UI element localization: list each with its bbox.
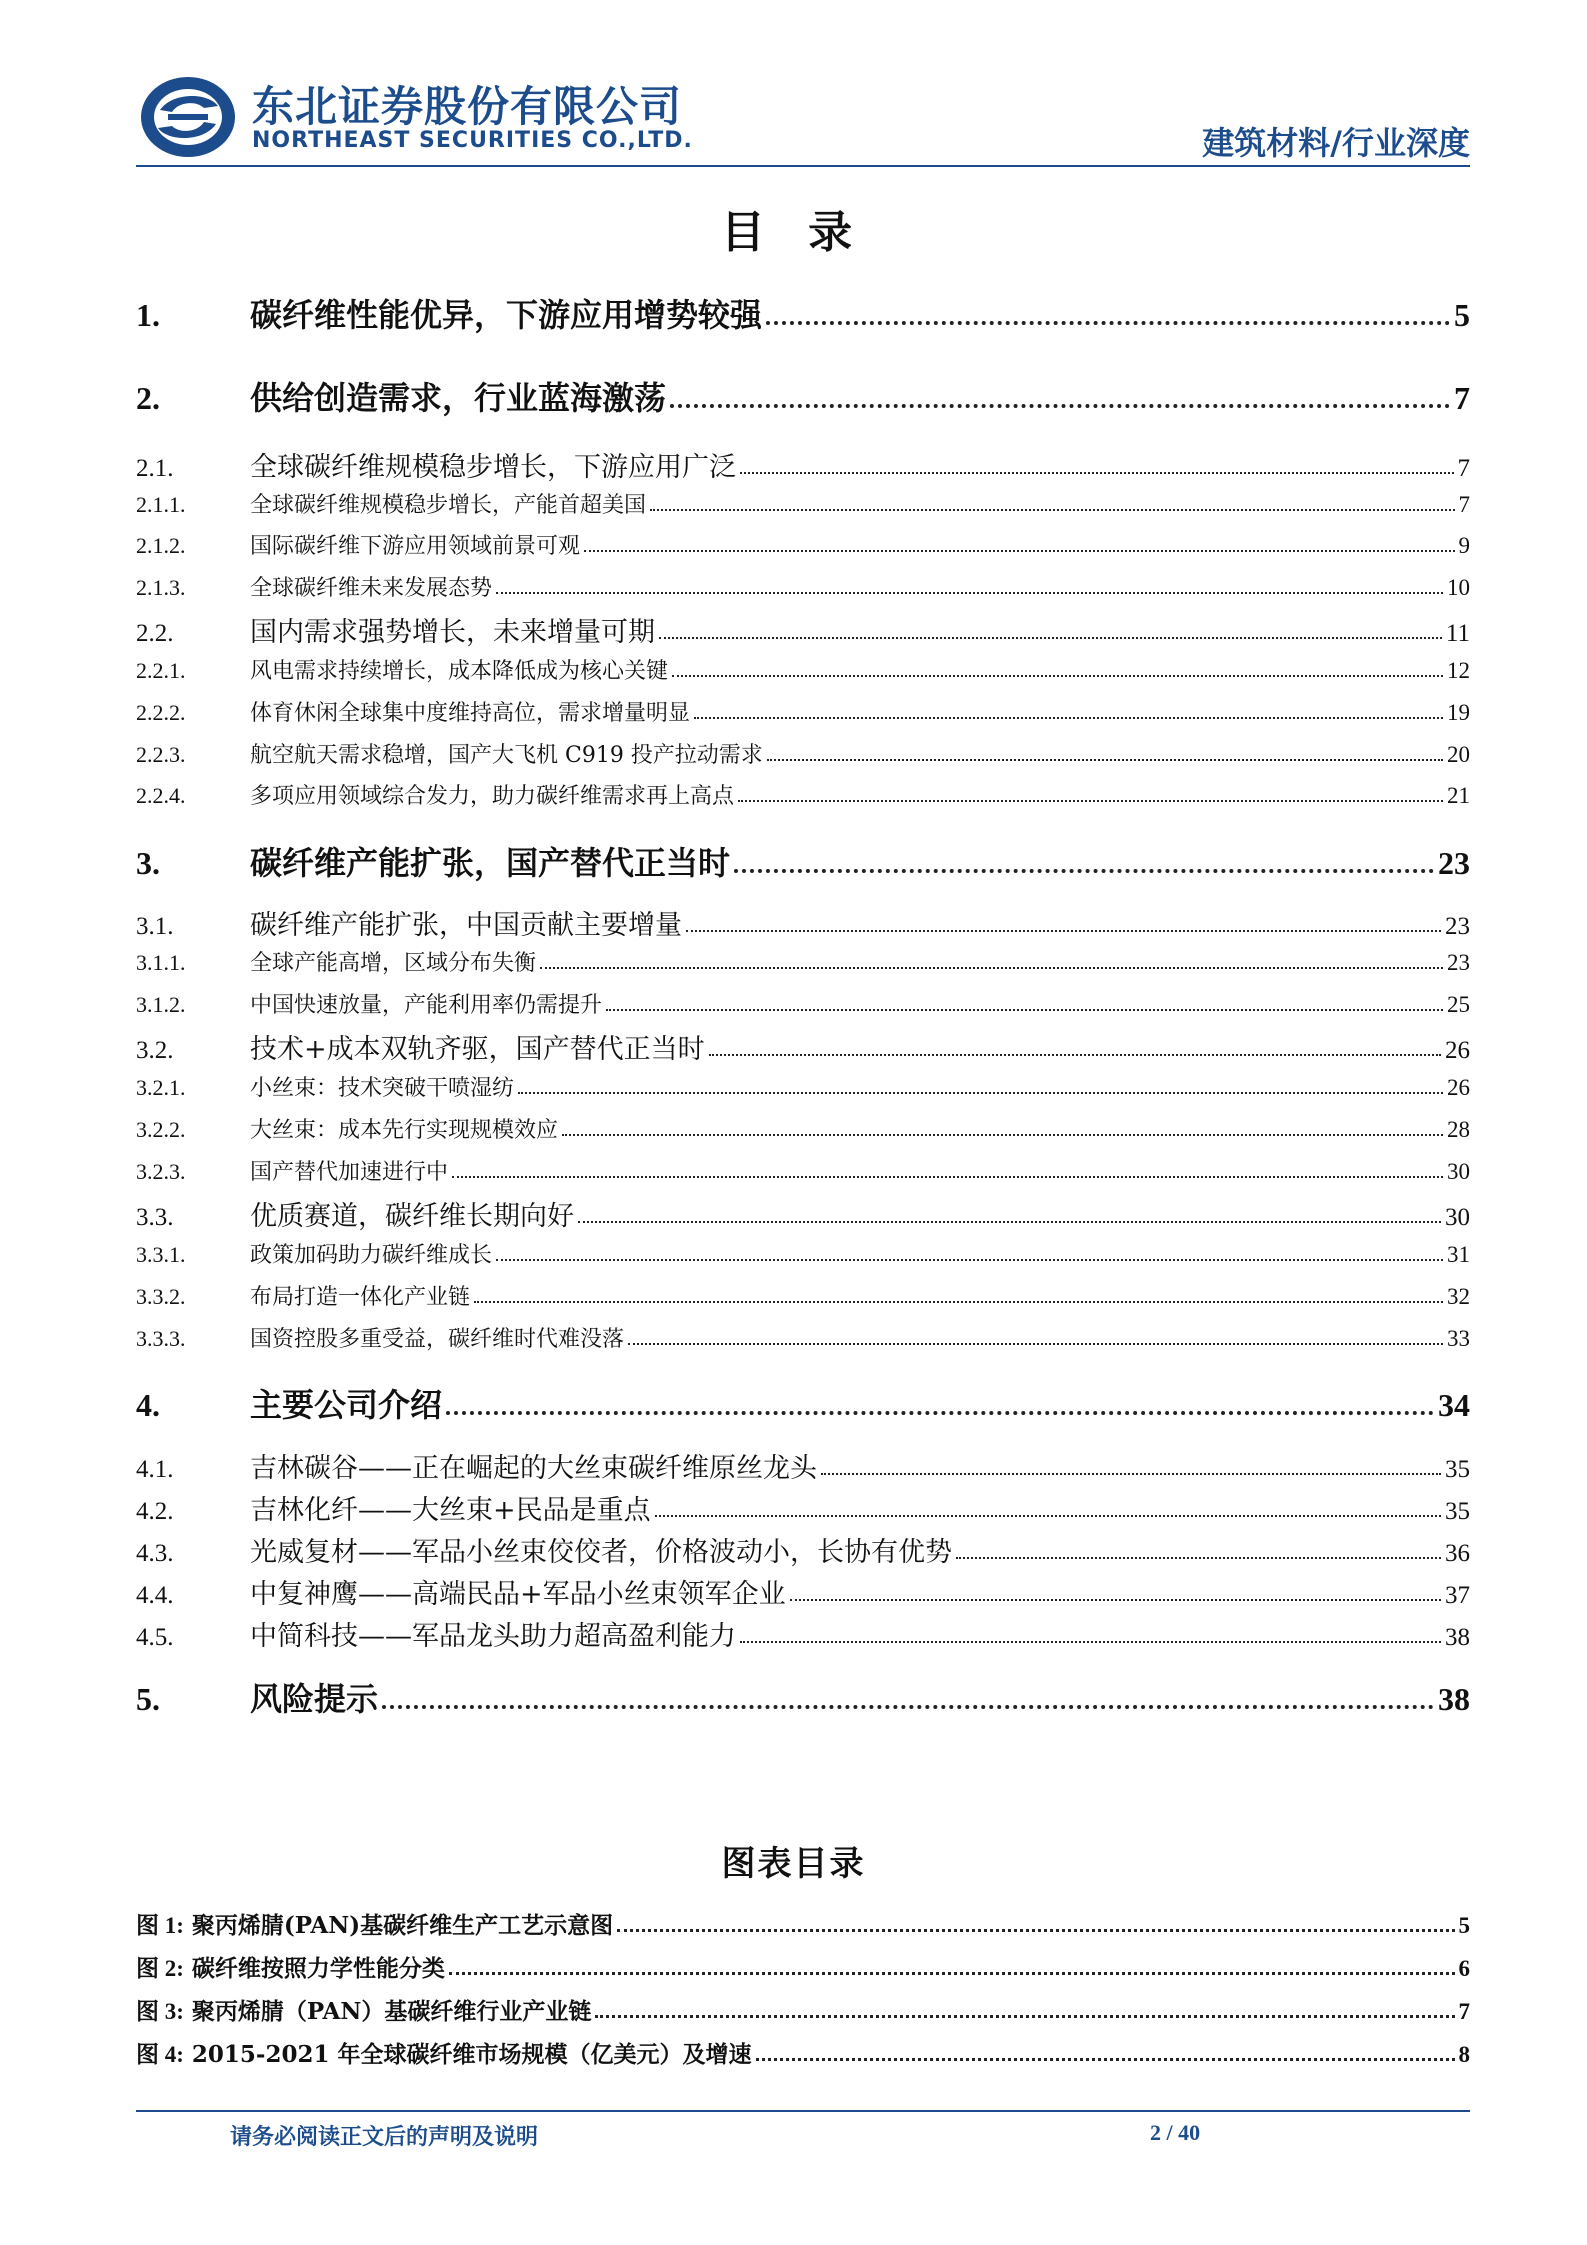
figure-entry-text: 2015-2021 年全球碳纤维市场规模（亿美元）及增速 bbox=[191, 2041, 752, 2068]
figure-entry-page: 5 bbox=[1458, 1913, 1470, 1938]
toc-entry-text: 中复神鹰——高端民品+军品小丝束领军企业 bbox=[250, 1579, 786, 1610]
toc-entry-page: 38 bbox=[1445, 1624, 1470, 1651]
toc-entry-page: 7 bbox=[1457, 455, 1470, 482]
toc-entry-text: 光威复材——军品小丝束佼佼者，价格波动小，长协有优势 bbox=[250, 1537, 952, 1568]
company-logo-icon bbox=[138, 74, 238, 160]
toc-entry[interactable] bbox=[136, 1280, 1470, 1311]
toc-entry-text: 大丝束：成本先行实现规模效应 bbox=[250, 1118, 559, 1143]
toc-entry-number: 4. bbox=[136, 1387, 160, 1423]
toc-entry[interactable] bbox=[136, 1113, 1470, 1144]
toc-entry-text: 体育休闲全球集中度维持高位，需求增量明显 bbox=[250, 701, 691, 726]
toc-entry-text: 吉林碳谷——正在崛起的大丝束碳纤维原丝龙头 bbox=[250, 1453, 817, 1484]
toc-entry-page: 35 bbox=[1445, 1456, 1470, 1483]
toc-title: 目 录 bbox=[720, 207, 867, 258]
toc-entry-text: 优质赛道，碳纤维长期向好 bbox=[250, 1201, 574, 1232]
footer-divider bbox=[136, 2110, 1470, 2112]
toc-entry-page: 32 bbox=[1447, 1284, 1470, 1309]
figure-entry-page: 7 bbox=[1458, 1999, 1470, 2024]
toc-entry-number: 3.3.3. bbox=[136, 1326, 186, 1351]
toc-entry[interactable] bbox=[136, 946, 1470, 977]
toc-entry-number: 3.1.1. bbox=[136, 950, 186, 975]
leader-dots bbox=[617, 1929, 1454, 1932]
company-name-cn: 东北证券股份有限公司 bbox=[252, 82, 683, 131]
toc-entry-page: 30 bbox=[1445, 1204, 1470, 1231]
toc-entry-text: 布局打造一体化产业链 bbox=[250, 1285, 471, 1310]
toc-entry[interactable] bbox=[136, 1194, 1470, 1233]
toc-entry-number: 4.4. bbox=[136, 1582, 174, 1609]
toc-entry-page: 31 bbox=[1447, 1242, 1470, 1267]
toc-entry[interactable] bbox=[136, 1530, 1470, 1569]
leader-dots bbox=[740, 472, 1454, 474]
toc-entry[interactable] bbox=[136, 488, 1470, 519]
figure-entry[interactable] bbox=[136, 1907, 1470, 1940]
toc-entry-page: 33 bbox=[1447, 1326, 1470, 1351]
figure-entry-number: 图 2: bbox=[136, 1956, 184, 1981]
leader-dots bbox=[790, 1599, 1441, 1601]
leader-dots bbox=[709, 1054, 1441, 1056]
toc-entry[interactable] bbox=[136, 610, 1470, 649]
toc-entry-text: 供给创造需求，行业蓝海激荡 bbox=[250, 379, 667, 417]
toc-entry-page: 26 bbox=[1445, 1037, 1470, 1064]
toc-entry[interactable] bbox=[136, 1572, 1470, 1611]
toc-entry-text: 中国快速放量，产能利用率仍需提升 bbox=[250, 993, 603, 1018]
toc-entry-page: 21 bbox=[1447, 783, 1470, 808]
figure-entry[interactable] bbox=[136, 1993, 1470, 2026]
toc-entry-number: 2. bbox=[136, 380, 160, 416]
figure-entry-number: 图 4: bbox=[136, 2042, 184, 2067]
figure-entry[interactable] bbox=[136, 1950, 1470, 1983]
leader-dots bbox=[628, 1343, 1443, 1345]
leader-dots bbox=[382, 1705, 1434, 1709]
toc-entry[interactable] bbox=[136, 373, 1470, 419]
toc-entry[interactable] bbox=[136, 1488, 1470, 1527]
page-number: 2 / 40 bbox=[1150, 2120, 1201, 2145]
header-divider bbox=[136, 165, 1470, 167]
toc-entry[interactable] bbox=[136, 903, 1470, 942]
leader-dots bbox=[740, 1641, 1441, 1643]
toc-entry-number: 3.2.1. bbox=[136, 1075, 186, 1100]
toc-entry-number: 2.2.4. bbox=[136, 783, 186, 808]
toc-entry-text: 碳纤维产能扩张，国产替代正当时 bbox=[250, 844, 731, 882]
toc-entry-page: 35 bbox=[1445, 1498, 1470, 1525]
toc-entry-text: 国产替代加速进行中 bbox=[250, 1160, 449, 1185]
leader-dots bbox=[767, 759, 1443, 761]
toc-entry[interactable] bbox=[136, 779, 1470, 810]
toc-entry[interactable] bbox=[136, 1027, 1470, 1066]
toc-entry-number: 3.1.2. bbox=[136, 992, 186, 1017]
toc-entry-page: 19 bbox=[1447, 700, 1470, 725]
leader-dots bbox=[956, 1557, 1441, 1559]
toc-entry-number: 3.1. bbox=[136, 913, 174, 940]
toc-entry-number: 4.2. bbox=[136, 1498, 174, 1525]
leader-dots bbox=[474, 1301, 1443, 1303]
report-category: 建筑材料/行业深度 bbox=[1202, 124, 1470, 162]
toc-entry-page: 7 bbox=[1454, 380, 1470, 416]
toc-entry-number: 3. bbox=[136, 845, 160, 881]
toc-entry-number: 2.2. bbox=[136, 620, 174, 647]
toc-entry-text: 小丝束：技术突破干喷湿纺 bbox=[250, 1076, 515, 1101]
leader-dots bbox=[584, 550, 1454, 552]
figure-entry-text: 聚丙烯腈（PAN）基碳纤维行业产业链 bbox=[191, 1998, 592, 2025]
figure-index-title: 图表目录 bbox=[721, 1844, 866, 1884]
toc-entry-page: 5 bbox=[1454, 297, 1470, 333]
toc-entry-page: 11 bbox=[1445, 620, 1470, 647]
toc-entry[interactable] bbox=[136, 1614, 1470, 1653]
toc-entry-number: 3.2.2. bbox=[136, 1117, 186, 1142]
toc-entry[interactable] bbox=[136, 1674, 1470, 1720]
leader-dots bbox=[449, 1972, 1455, 1975]
toc-entry-number: 3.3. bbox=[136, 1204, 174, 1231]
figure-entry-page: 6 bbox=[1458, 1956, 1470, 1981]
leader-dots bbox=[734, 869, 1434, 873]
toc-entry[interactable] bbox=[136, 1446, 1470, 1485]
figure-entry-text: 碳纤维按照力学性能分类 bbox=[191, 1955, 445, 1982]
leader-dots bbox=[672, 675, 1443, 677]
toc-entry-number: 2.1.1. bbox=[136, 492, 186, 517]
toc-entry-number: 2.1.3. bbox=[136, 575, 186, 600]
figure-entry-page: 8 bbox=[1458, 2042, 1470, 2067]
toc-entry-text: 航空航天需求稳增，国产大飞机 C919 投产拉动需求 bbox=[250, 743, 763, 768]
toc-entry[interactable] bbox=[136, 1071, 1470, 1102]
toc-entry-text: 风电需求持续增长，成本降低成为核心关键 bbox=[250, 659, 669, 684]
toc-entry[interactable] bbox=[136, 1322, 1470, 1353]
leader-dots bbox=[738, 800, 1443, 802]
toc-entry-text: 主要公司介绍 bbox=[250, 1386, 443, 1424]
toc-entry[interactable] bbox=[136, 571, 1470, 602]
toc-entry[interactable] bbox=[136, 1238, 1470, 1269]
toc-entry[interactable] bbox=[136, 738, 1470, 769]
toc-entry-page: 30 bbox=[1447, 1159, 1470, 1184]
toc-entry-page: 12 bbox=[1447, 658, 1470, 683]
toc-entry-page: 23 bbox=[1438, 845, 1470, 881]
leader-dots bbox=[670, 404, 1450, 408]
leader-dots bbox=[578, 1221, 1441, 1223]
page-header bbox=[0, 0, 1587, 170]
toc-entry-text: 政策加码助力碳纤维成长 bbox=[250, 1243, 493, 1268]
toc-entry-number: 2.1.2. bbox=[136, 533, 186, 558]
toc-entry-number: 3.2.3. bbox=[136, 1159, 186, 1184]
toc-entry[interactable] bbox=[136, 445, 1470, 484]
toc-entry-text: 中简科技——军品龙头助力超高盈利能力 bbox=[250, 1621, 736, 1652]
company-name-en: NORTHEAST SECURITIES CO.,LTD. bbox=[252, 128, 693, 153]
figure-entry-text: 聚丙烯腈(PAN)基碳纤维生产工艺示意图 bbox=[191, 1912, 614, 1939]
figure-entry[interactable] bbox=[136, 2036, 1470, 2069]
toc-entry-text: 全球碳纤维未来发展态势 bbox=[250, 576, 493, 601]
toc-entry-page: 34 bbox=[1438, 1387, 1470, 1423]
leader-dots bbox=[694, 717, 1443, 719]
leader-dots bbox=[518, 1092, 1443, 1094]
toc-entry-number: 2.1. bbox=[136, 455, 174, 482]
toc-entry-number: 3.3.2. bbox=[136, 1284, 186, 1309]
leader-dots bbox=[562, 1134, 1443, 1136]
figure-entry-number: 图 3: bbox=[136, 1999, 184, 2024]
toc-entry[interactable] bbox=[136, 290, 1470, 336]
toc-entry-text: 碳纤维产能扩张，中国贡献主要增量 bbox=[250, 910, 682, 941]
toc-entry[interactable] bbox=[136, 529, 1470, 560]
toc-entry-number: 1. bbox=[136, 297, 160, 333]
toc-entry-text: 国际碳纤维下游应用领域前景可观 bbox=[250, 534, 581, 559]
leader-dots bbox=[606, 1009, 1443, 1011]
leader-dots bbox=[650, 509, 1454, 511]
toc-entry-number: 2.2.2. bbox=[136, 700, 186, 725]
toc-entry-text: 国内需求强势增长，未来增量可期 bbox=[250, 617, 655, 648]
toc-entry-page: 10 bbox=[1447, 575, 1470, 600]
toc-entry-page: 36 bbox=[1445, 1540, 1470, 1567]
figure-entry-number: 图 1: bbox=[136, 1913, 184, 1938]
toc-entry-page: 20 bbox=[1447, 742, 1470, 767]
toc-entry-number: 4.1. bbox=[136, 1456, 174, 1483]
toc-entry-page: 25 bbox=[1447, 992, 1470, 1017]
toc-entry[interactable] bbox=[136, 654, 1470, 685]
toc-entry-page: 23 bbox=[1447, 950, 1470, 975]
toc-entry-number: 3.2. bbox=[136, 1037, 174, 1064]
toc-entry-number: 2.2.3. bbox=[136, 742, 186, 767]
toc-entry-number: 5. bbox=[136, 1681, 160, 1717]
toc-entry[interactable] bbox=[136, 1155, 1470, 1186]
toc-entry-text: 技术+成本双轨齐驱，国产替代正当时 bbox=[250, 1034, 705, 1065]
toc-entry-text: 全球碳纤维规模稳步增长，产能首超美国 bbox=[250, 493, 647, 518]
leader-dots bbox=[655, 1515, 1441, 1517]
toc-entry-page: 9 bbox=[1458, 533, 1470, 558]
toc-entry-text: 吉林化纤——大丝束+民品是重点 bbox=[250, 1495, 651, 1526]
toc-entry[interactable] bbox=[136, 838, 1470, 884]
toc-entry-page: 38 bbox=[1438, 1681, 1470, 1717]
leader-dots bbox=[766, 321, 1450, 325]
toc-entry[interactable] bbox=[136, 1380, 1470, 1426]
toc-entry-page: 26 bbox=[1447, 1075, 1470, 1100]
footer-disclaimer: 请务必阅读正文后的声明及说明 bbox=[230, 2125, 539, 2150]
toc-entry[interactable] bbox=[136, 696, 1470, 727]
toc-entry-text: 全球碳纤维规模稳步增长，下游应用广泛 bbox=[250, 452, 736, 483]
toc-entry-number: 4.3. bbox=[136, 1540, 174, 1567]
toc-entry-number: 4.5. bbox=[136, 1624, 174, 1651]
toc-entry-page: 7 bbox=[1458, 492, 1470, 517]
toc-entry[interactable] bbox=[136, 988, 1470, 1019]
leader-dots bbox=[540, 967, 1443, 969]
toc-entry-text: 全球产能高增，区域分布失衡 bbox=[250, 951, 537, 976]
leader-dots bbox=[595, 2015, 1454, 2018]
leader-dots bbox=[756, 2058, 1455, 2061]
leader-dots bbox=[446, 1411, 1434, 1415]
toc-entry-number: 3.3.1. bbox=[136, 1242, 186, 1267]
leader-dots bbox=[686, 930, 1441, 932]
toc-entry-page: 23 bbox=[1445, 913, 1470, 940]
toc-entry-text: 碳纤维性能优异，下游应用增势较强 bbox=[250, 296, 763, 334]
toc-entry-page: 37 bbox=[1445, 1582, 1470, 1609]
toc-entry-text: 国资控股多重受益，碳纤维时代难没落 bbox=[250, 1327, 625, 1352]
leader-dots bbox=[452, 1176, 1443, 1178]
toc-entry-text: 风险提示 bbox=[250, 1680, 379, 1718]
leader-dots bbox=[821, 1473, 1441, 1475]
toc-entry-page: 28 bbox=[1447, 1117, 1470, 1142]
toc-entry-number: 2.2.1. bbox=[136, 658, 186, 683]
leader-dots bbox=[659, 637, 1442, 639]
leader-dots bbox=[496, 1259, 1443, 1261]
leader-dots bbox=[496, 592, 1443, 594]
toc-entry-text: 多项应用领域综合发力，助力碳纤维需求再上高点 bbox=[250, 784, 735, 809]
